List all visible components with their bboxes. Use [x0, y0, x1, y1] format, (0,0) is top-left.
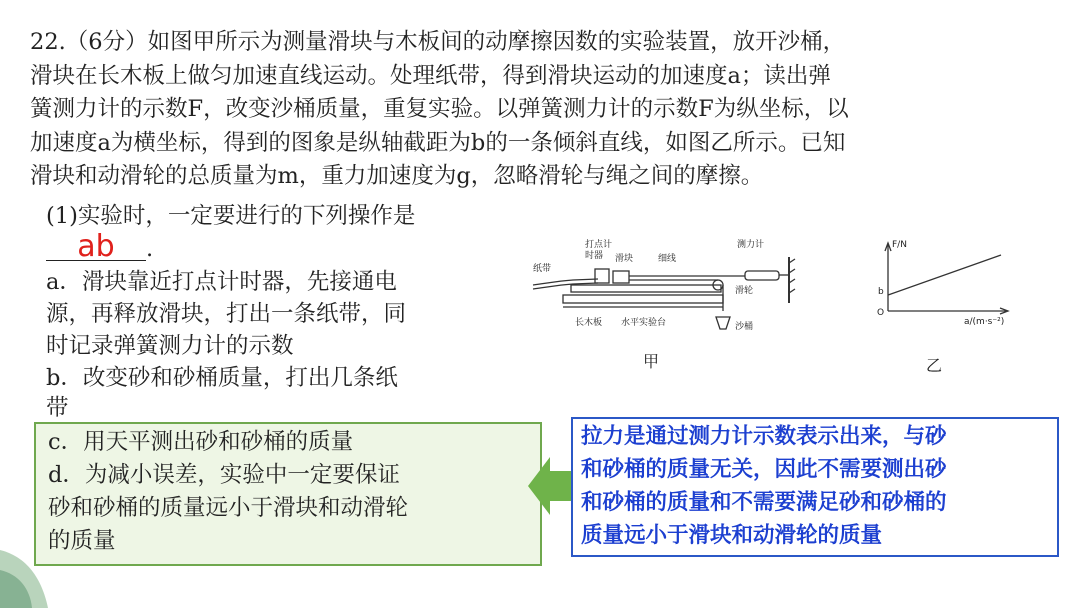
origin-label: O [877, 308, 885, 318]
explanation-box [571, 417, 1059, 557]
caption-jia: 甲 [643, 352, 660, 371]
label-bucket: 沙桶 [735, 322, 754, 332]
problem-line: 加速度a为横坐标，得到的图象是纵轴截距为b的一条倾斜直线，如图乙所示。已知 [30, 129, 846, 156]
y-axis-label: F/N [892, 240, 907, 250]
graph-diagram [866, 233, 1026, 383]
label-string: 细线 [658, 254, 677, 264]
leaf-decoration-icon [0, 510, 60, 608]
question-stem: (1)实验时，一定要进行的下列操作是 [46, 203, 416, 229]
explanation-line: 拉力是通过测力计示数表示出来，与砂 [581, 424, 947, 449]
answer-period: . [146, 236, 154, 262]
explanation-line: 质量远小于滑块和动滑轮的质量 [581, 523, 883, 548]
option-line: d．为减小误差，实验中一定要保证 [48, 462, 400, 488]
x-axis-label: a/(m·s⁻²) [964, 317, 1005, 327]
explanation-line: 和砂桶的质量无关，因此不需要测出砂 [581, 457, 947, 482]
left-arrow-icon [528, 455, 576, 517]
option-line: b．改变砂和砂桶质量，打出几条纸 [46, 365, 398, 391]
option-line: 源，再释放滑块，打出一条纸带，同 [46, 301, 407, 327]
option-line: c．用天平测出砂和砂桶的质量 [48, 429, 354, 455]
problem-line: 簧测力计的示数F，改变沙桶质量，重复实验。以弹簧测力计的示数F为纵坐标，以 [30, 96, 849, 122]
label-slider: 滑块 [615, 254, 634, 264]
problem-line: 滑块和动滑轮的总质量为m，重力加速度为g，忽略滑轮与绳之间的摩擦。 [30, 163, 764, 189]
options-cd-box [34, 422, 542, 566]
option-line: 砂和砂桶的质量远小于滑块和动滑轮 [48, 495, 409, 521]
label-timer: 打点计 [585, 240, 613, 250]
option-line: a．滑块靠近打点计时器，先接通电 [46, 269, 397, 295]
problem-line: 22.（6分）如图甲所示为测量滑块与木板间的动摩擦因数的实验装置，放开沙桶， [30, 29, 846, 55]
label-pulley: 滑轮 [735, 286, 754, 296]
answer-blank: ab [46, 234, 146, 261]
caption-yi: 乙 [926, 356, 943, 375]
svg-text:时器: 时器 [585, 251, 604, 261]
answer-line [46, 229, 154, 266]
label-table: 水平实验台 [621, 318, 667, 328]
problem-line: 滑块在长木板上做匀加速直线运动。处理纸带，得到滑块运动的加速度a；读出弹 [30, 62, 831, 89]
problem-text [30, 26, 1050, 194]
option-line: 时记录弹簧测力计的示数 [46, 333, 294, 359]
label-tape: 纸带 [533, 264, 552, 274]
intercept-label: b [878, 287, 884, 297]
fit-line [888, 255, 1001, 295]
explanation-line: 和砂桶的质量和不需要满足砂和砂桶的 [581, 490, 947, 515]
option-line: 带 [46, 395, 69, 421]
apparatus-diagram [523, 233, 803, 383]
option-line: 的质量 [48, 528, 116, 554]
label-meter: 测力计 [737, 240, 765, 250]
label-board: 长木板 [575, 318, 603, 328]
